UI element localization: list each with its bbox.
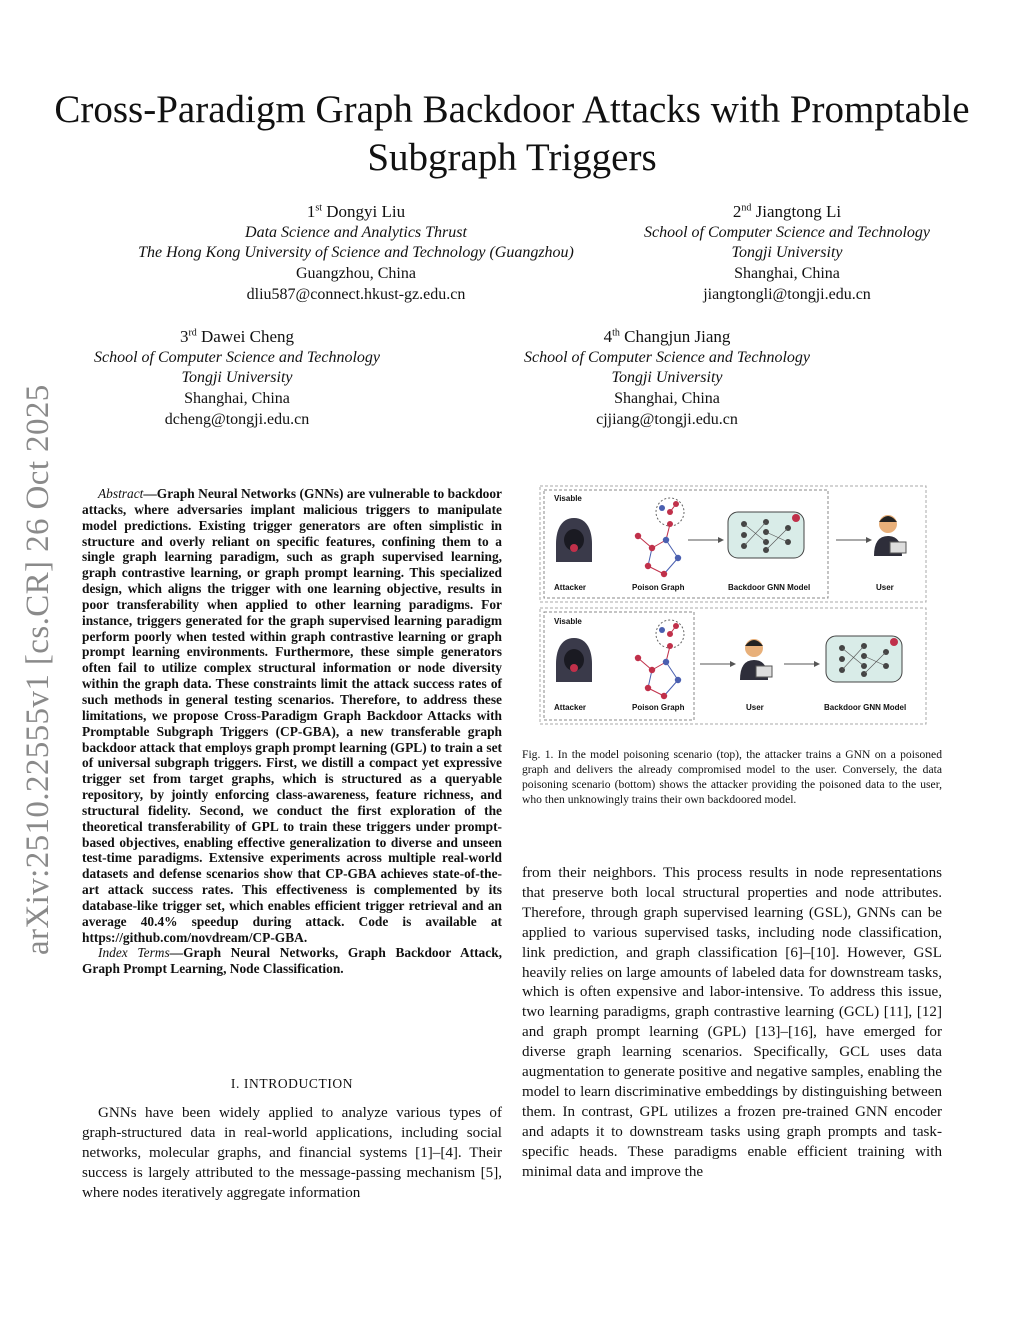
author-ordinal: 4 — [603, 327, 613, 346]
author-ordinal-sup: nd — [741, 202, 752, 214]
paper-title: Cross-Paradigm Graph Backdoor Attacks with Promptable Subgraph Triggers — [54, 88, 970, 179]
right-column-paragraph: from their neighbors. This process results in node representations that preserve both local structural properties and node attributes. Therefore, through graph supervised learning (GSL), GNNs can be applied to various supervised tasks, including node classification, link prediction, and graph classification [6]–[10]. However, GSL heavily relies on large amounts of labeled data for downstream tasks, which is often expensive and labor-intensive. To address this issue, two learning paradigms, graph contrastive learning (GCL) [11], [12] and graph prompt learning (GPL) [13]–[16], have emerged for diverse graph learning scenarios. Specifically, GCL uses data augmentation to generate positive and negative samples, enabling the model to learn discriminative embeddings by distinguishing between them. In contrast, GPL utilizes a frozen pre-trained GNN encoder and adapts it to downstream tasks using graph prompts and task-specific heads. These paradigms enable efficient training with minimal data and improve the — [522, 865, 942, 1180]
abstract-text: —Graph Neural Networks (GNNs) are vulnerable to backdoor attacks, where adversaries implant malicious triggers to manipulate model predictions. Existing trigger generators are often simplistic in structure and overly reliant on specific features, confining them to a single graph learning paradigm, such as graph supervised learning, graph contrastive learning, or graph prompt learning. This specialized design, which aligns the trigger with one learning objective, results in poor transferability when applied to other learning paradigms. For instance, triggers generated for the graph supervised learning paradigm perform poorly when tested within graph contrastive learning or graph prompt learning environments. Furthermore, these simple generators often fail to utilize complex structural information or node diversity within the graph data. These constraints limit the attack success rates of such methods in general testing scenarios. Therefore, to address these limitations, we propose Cross-Paradigm Graph Backdoor Attacks with Promptable Subgraph Triggers (CP-GBA), a new transferable graph backdoor attack that employs graph prompt learning (GPL) to train a set of universal subgraph triggers. First, we distill a compact yet expressive trigger set from target graphs, which is structured as a queryable repository, by jointly enforcing class-awareness, feature richness, and structural fidelity. Second, we conduct the first exploration of the theoretical transferability of GPL to train these triggers under prompt-based objectives, enabling effective generalization to diverse and unseen test-time paradigms. Extensive experiments across multiple real-world datasets and defense scenarios show that CP-GBA achieves state-of-the-art attack success rates. This effectiveness is complemented by its database-like trigger set, which enables efficient trigger retrieval and an average 40.4% speedup during attack. Code is available at https://github.com/novdream/CP-GBA. — [82, 486, 502, 945]
author-name: Changjun Jiang — [624, 327, 731, 346]
author-name: Dongyi Liu — [326, 202, 406, 221]
top-visable-label: Visable — [554, 494, 582, 503]
figure-1 — [538, 484, 928, 728]
author-ordinal-sup: th — [612, 327, 620, 339]
author-institution: The Hong Kong University of Science and Technology (Guangzhou) — [138, 244, 574, 262]
author-location: Shanghai, China — [734, 265, 840, 283]
top-attacker-label: Attacker — [554, 583, 587, 592]
author-name: Dawei Cheng — [201, 327, 295, 346]
author-institution: Tongji University — [181, 369, 293, 387]
author-ordinal: 1 — [306, 202, 316, 221]
backdoor-model-icon — [728, 512, 804, 558]
attacker-icon — [556, 638, 592, 682]
bottom-poison-label: Poison Graph — [632, 703, 685, 712]
author-block-1 — [100, 202, 612, 306]
index-terms-text: —Graph Neural Networks, Graph Backdoor Attack, Graph Prompt Learning, Node Classification. — [82, 945, 502, 977]
section-title-rest: NTRODUCTION — [249, 1076, 354, 1091]
author-location: Guangzhou, China — [296, 265, 416, 283]
index-terms-label: Index Terms — [98, 945, 170, 961]
section-number: I. — [230, 1076, 240, 1091]
section-heading — [82, 1076, 502, 1092]
bottom-attacker-label: Attacker — [554, 703, 587, 712]
bottom-visable-label: Visable — [554, 617, 582, 626]
author-ordinal: 2 — [732, 202, 742, 221]
figure-caption: Fig. 1. In the model poisoning scenario (top), the attacker trains a GNN on a poisoned graph and delivers the already compromised model to the user. Conversely, the data poisoning scenario (bottom) shows the attacker providing the poisoned data to the user, who then unknowingly trains their own backdoored model. — [522, 748, 942, 806]
author-affiliation: School of Computer Science and Technology — [93, 348, 381, 366]
author-institution: Tongji University — [611, 369, 723, 387]
author-email: dcheng@tongji.edu.cn — [164, 410, 310, 428]
author-email: jiangtongli@tongji.edu.cn — [703, 285, 871, 303]
bottom-user-label: User — [746, 703, 764, 712]
abstract — [82, 486, 502, 977]
top-poison-label: Poison Graph — [632, 583, 685, 592]
author-email: cjjiang@tongji.edu.cn — [596, 410, 738, 428]
top-model-label: Backdoor GNN Model — [728, 583, 811, 592]
top-user-label: User — [876, 583, 894, 592]
author-location: Shanghai, China — [614, 390, 720, 408]
author-ordinal: 3 — [179, 327, 189, 346]
author-ordinal-sup: rd — [188, 327, 197, 339]
section-title-first: I — [243, 1076, 250, 1091]
author-affiliation: School of Computer Science and Technology — [643, 223, 931, 241]
author-location: Shanghai, China — [184, 390, 290, 408]
abstract-label: Abstract — [98, 486, 144, 501]
author-affiliation: Data Science and Analytics Thrust — [245, 223, 467, 241]
arxiv-identifier: arXiv:2510.22555v1 [cs.CR] 26 Oct 2025 — [20, 384, 56, 955]
attacker-icon — [556, 518, 592, 562]
author-name: Jiangtong Li — [755, 202, 842, 221]
author-email: dliu587@connect.hkust-gz.edu.cn — [246, 285, 466, 303]
author-affiliation: School of Computer Science and Technology — [523, 348, 811, 366]
author-block-2 — [612, 202, 962, 306]
author-block-4 — [492, 327, 842, 431]
intro-paragraph: GNNs have been widely applied to analyze various types of graph-structured data in real-world applications, including social networks, molecular graphs, and financial systems [1]–[4]. Their success is largely attributed to the message-passing mechanism [5], where nodes iteratively aggregate information — [82, 1105, 502, 1201]
backdoor-model-icon — [826, 636, 902, 682]
author-institution: Tongji University — [731, 244, 843, 262]
bottom-model-label: Backdoor GNN Model — [824, 703, 907, 712]
author-block-3 — [62, 327, 412, 431]
author-ordinal-sup: st — [315, 202, 323, 214]
